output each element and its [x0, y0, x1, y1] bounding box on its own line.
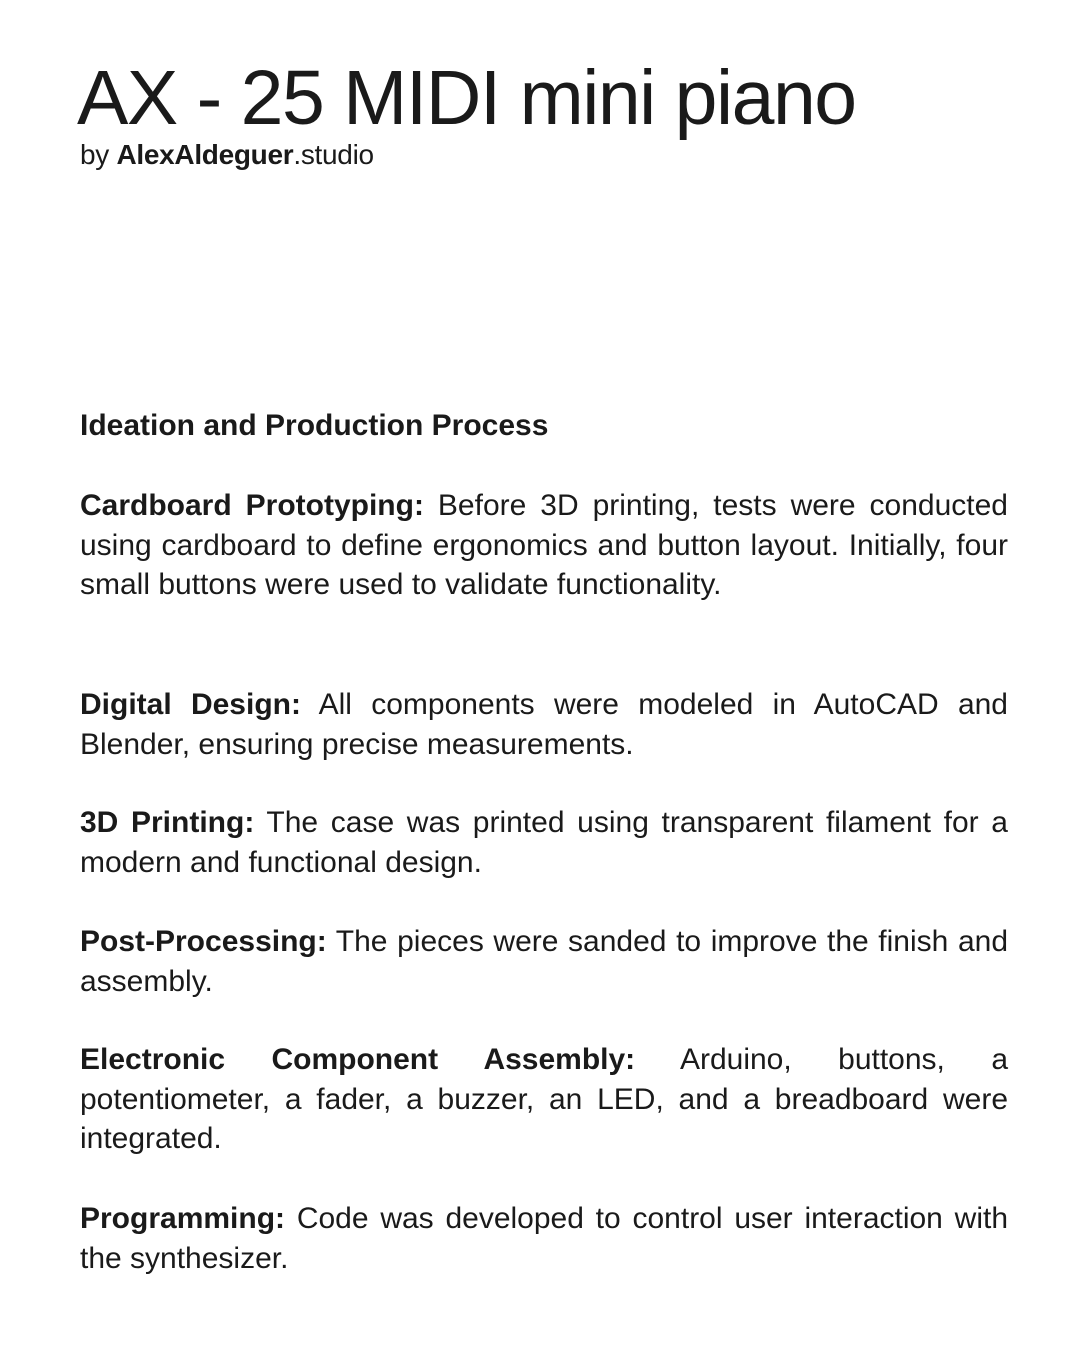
step-label: Post-Processing: [80, 925, 327, 958]
step-text: Arduino, buttons, a potentiometer, a fader, a buzzer, an LED, and a breadboard were integrated. [80, 1043, 1009, 1155]
document-page [77, 0, 1009, 1350]
section-heading: Ideation and Production Process [80, 409, 549, 442]
process-step-digital-design [80, 685, 1008, 764]
process-step-programming [80, 1199, 1008, 1278]
process-step-post-processing [80, 922, 1008, 1001]
step-text: Code was developed to control user interaction with the synthesizer. [80, 1202, 1008, 1275]
page-title: AX - 25 MIDI mini piano [77, 55, 856, 141]
step-text: The case was printed using transparent filament for a modern and functional design. [80, 806, 1008, 879]
step-label: Digital Design: [80, 688, 301, 721]
process-step-electronic-assembly [80, 1040, 1008, 1159]
step-label: Cardboard Prototyping: [80, 489, 424, 522]
step-text: All components were modeled in AutoCAD and Blender, ensuring precise measurements. [80, 688, 1008, 761]
studio-name: AlexAldeguer [116, 139, 294, 170]
byline-prefix: by [80, 139, 117, 170]
step-label: 3D Printing: [80, 806, 255, 839]
step-label: Electronic Component Assembly: [80, 1043, 636, 1076]
studio-suffix: .studio [293, 139, 374, 170]
step-label: Programming: [80, 1202, 286, 1235]
byline [80, 138, 374, 172]
step-text: Before 3D printing, tests were conducted using cardboard to define ergonomics and button layout. Initially, four small buttons were used to validate functionality. [80, 489, 1008, 601]
step-text: The pieces were sanded to improve the finish and assembly. [80, 925, 1008, 998]
process-step-cardboard-prototyping [80, 486, 1008, 605]
process-step-3d-printing [80, 803, 1008, 882]
